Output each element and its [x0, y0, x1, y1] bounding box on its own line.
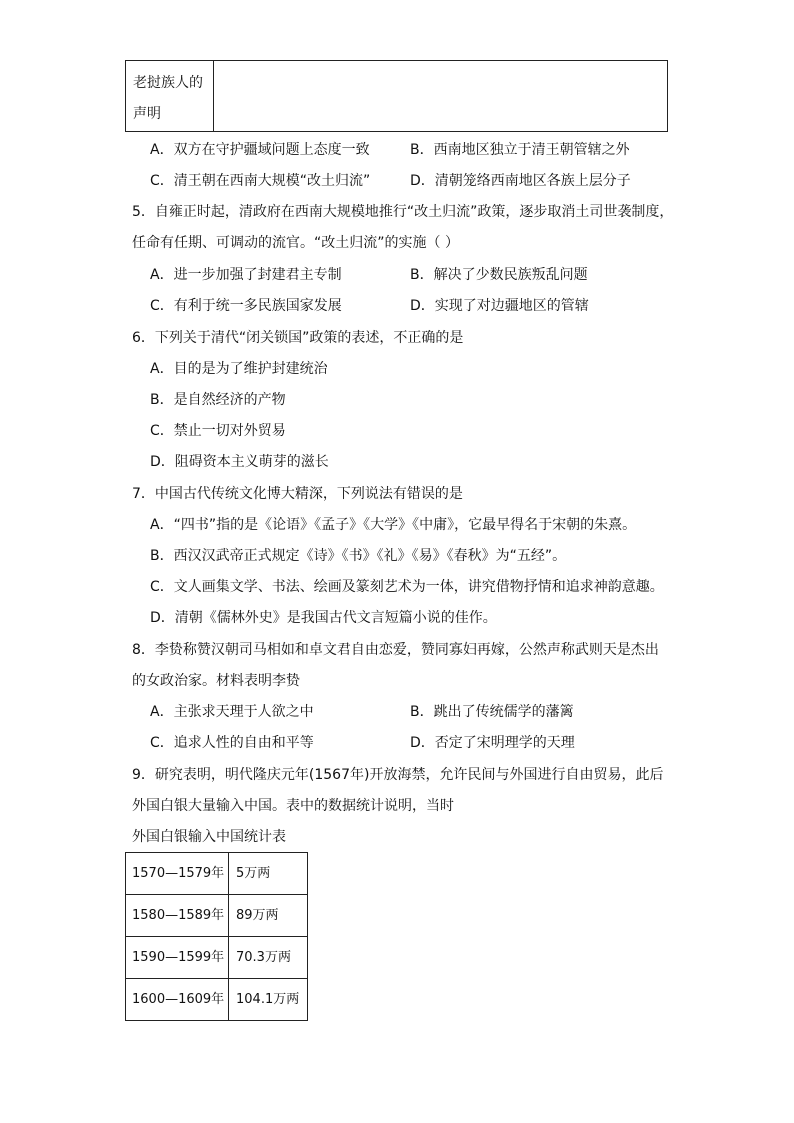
q8-option-b: B．跳出了传统儒学的藩篱 [410, 704, 574, 720]
q4-option-a: A．双方在守护疆域问题上态度一致 [150, 142, 370, 158]
q8-option-d: D．否定了宋明理学的天理 [410, 735, 575, 751]
table-period-cell: 1590—1599年 [132, 950, 225, 965]
q7-option-c: C．文人画集文学、书法、绘画及篆刻艺术为一体，讲究借物抒情和追求神韵意趣。 [150, 579, 664, 595]
q8-stem-line2: 的女政治家。材料表明李贽 [132, 673, 300, 689]
q4-option-c: C．清王朝在西南大规模“改土归流” [150, 173, 371, 189]
q8-stem-line1: 8．李贽称赞汉朝司马相如和卓文君自由恋爱，赞同寡妇再嫁，公然声称武则天是杰出 [132, 642, 659, 658]
table-period-cell: 1580—1589年 [132, 908, 225, 923]
table-label-line2: 声明 [133, 106, 161, 122]
table-period-cell: 1570—1579年 [132, 866, 225, 881]
q9-stem-line2: 外国白银大量输入中国。表中的数据统计说明，当时 [132, 798, 454, 814]
q5-stem-line2: 任命有任期、可调动的流官。“改土归流”的实施（ ） [132, 235, 459, 251]
q5-option-d: D．实现了对边疆地区的管辖 [410, 298, 589, 314]
table-divider [213, 61, 214, 131]
table-period-cell: 1600—1609年 [132, 992, 225, 1007]
q6-option-d: D．阻碍资本主义萌芽的滋长 [150, 454, 329, 470]
q6-stem: 6．下列关于清代“闭关锁国”政策的表述，不正确的是 [132, 330, 464, 346]
q5-option-b: B．解决了少数民族叛乱问题 [410, 267, 588, 283]
table-label-line1: 老挝族人的 [133, 75, 203, 91]
table-amount-cell: 70.3万两 [236, 950, 291, 965]
q4-option-b: B．西南地区独立于清王朝管辖之外 [410, 142, 630, 158]
q8-option-a: A．主张求天理于人欲之中 [150, 704, 314, 720]
silver-import-table [125, 852, 308, 1021]
table-amount-cell: 104.1万两 [236, 992, 300, 1007]
table-row-divider [126, 978, 307, 979]
q9-stem-line1: 9．研究表明，明代隆庆元年(1567年)开放海禁，允许民间与外国进行自由贸易，此后 [132, 767, 664, 783]
q6-option-c: C．禁止一切对外贸易 [150, 423, 286, 439]
table-amount-cell: 5万两 [236, 866, 271, 881]
q5-option-a: A．进一步加强了封建君主专制 [150, 267, 342, 283]
q4-option-d: D．清朝笼络西南地区各族上层分子 [410, 173, 631, 189]
q7-stem: 7．中国古代传统文化博大精深，下列说法有错误的是 [132, 486, 463, 502]
q6-option-b: B．是自然经济的产物 [150, 392, 286, 408]
q7-option-a: A．“四书”指的是《论语》《孟子》《大学》《中庸》，它最早得名于宋朝的朱熹。 [150, 517, 637, 533]
table-row-divider [126, 894, 307, 895]
q7-option-d: D．清朝《儒林外史》是我国古代文言短篇小说的佳作。 [150, 610, 497, 626]
q8-option-c: C．追求人性的自由和平等 [150, 735, 314, 751]
q5-stem-line1: 5．自雍正时起，清政府在西南大规模地推行“改土归流”政策，逐步取消土司世袭制度， [132, 204, 674, 220]
statement-table [125, 60, 668, 132]
q9-table-title: 外国白银输入中国统计表 [132, 829, 286, 845]
q7-option-b: B．西汉汉武帝正式规定《诗》《书》《礼》《易》《春秋》为“五经”。 [150, 548, 567, 564]
table-amount-cell: 89万两 [236, 908, 279, 923]
q5-option-c: C．有利于统一多民族国家发展 [150, 298, 342, 314]
q6-option-a: A．目的是为了维护封建统治 [150, 361, 328, 377]
table-row-divider [126, 936, 307, 937]
